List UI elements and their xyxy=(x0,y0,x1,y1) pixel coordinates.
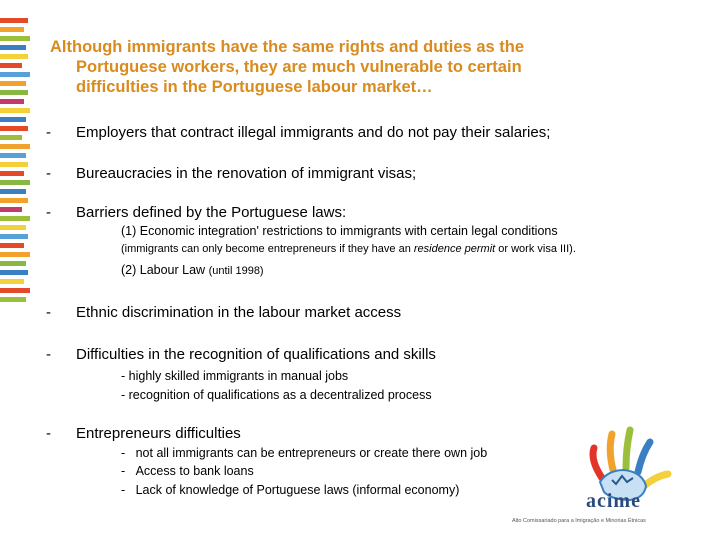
sub-dash: - xyxy=(121,446,126,460)
slide-title xyxy=(50,37,610,97)
bullet-text: Ethnic discrimination in the labour market access xyxy=(76,304,402,321)
bullet-text: Entrepreneurs difficulties xyxy=(76,425,241,442)
qualification-sub-2: - recognition of qualifications as a decentralized process xyxy=(121,388,432,402)
law-item-2: (2) Labour Law (until 1998) xyxy=(121,263,264,277)
law-item-1: (1) Economic integration' restrictions to immigrants with certain legal conditions xyxy=(121,224,558,238)
title-line-2: Portuguese workers, they are much vulnerable to certain xyxy=(76,58,522,76)
bullet-dash: - xyxy=(46,304,51,321)
decorative-stripes xyxy=(0,18,30,318)
sub-dash: - xyxy=(121,483,126,497)
bullet-text: Employers that contract illegal immigrants and do not pay their salaries; xyxy=(76,124,551,141)
logo-tagline: Alto Comissariado para a Imigração e Minorias Étnicas xyxy=(512,518,646,524)
entrepreneur-sub-1: - not all immigrants can be entrepreneurs or create there own job xyxy=(121,446,488,460)
law-item-1-note: (immigrants can only become entrepreneurs if they have an residence permit or work visa III). xyxy=(121,243,576,255)
bullet-dash: - xyxy=(46,346,51,363)
entrepreneur-sub-2: - Access to bank loans xyxy=(121,464,254,478)
title-line-3: difficulties in the Portuguese labour market… xyxy=(76,78,433,96)
bullet-text: Barriers defined by the Portuguese laws: xyxy=(76,204,347,221)
logo-name: acime xyxy=(586,490,641,512)
entrepreneur-sub-3: - Lack of knowledge of Portuguese laws (informal economy) xyxy=(121,483,460,497)
bullet-dash: - xyxy=(46,124,51,141)
bullet-text: Bureaucracies in the renovation of immigrant visas; xyxy=(76,165,417,182)
bullet-dash: - xyxy=(46,165,51,182)
bullet-dash: - xyxy=(46,425,51,442)
acime-logo xyxy=(512,420,718,538)
bullet-dash: - xyxy=(46,204,51,221)
bullet-text: Difficulties in the recognition of qualifications and skills xyxy=(76,346,436,363)
sub-dash: - xyxy=(121,464,126,478)
qualification-sub-1: - highly skilled immigrants in manual jobs xyxy=(121,369,349,383)
title-line-1: Although immigrants have the same rights and duties as the xyxy=(50,38,525,56)
